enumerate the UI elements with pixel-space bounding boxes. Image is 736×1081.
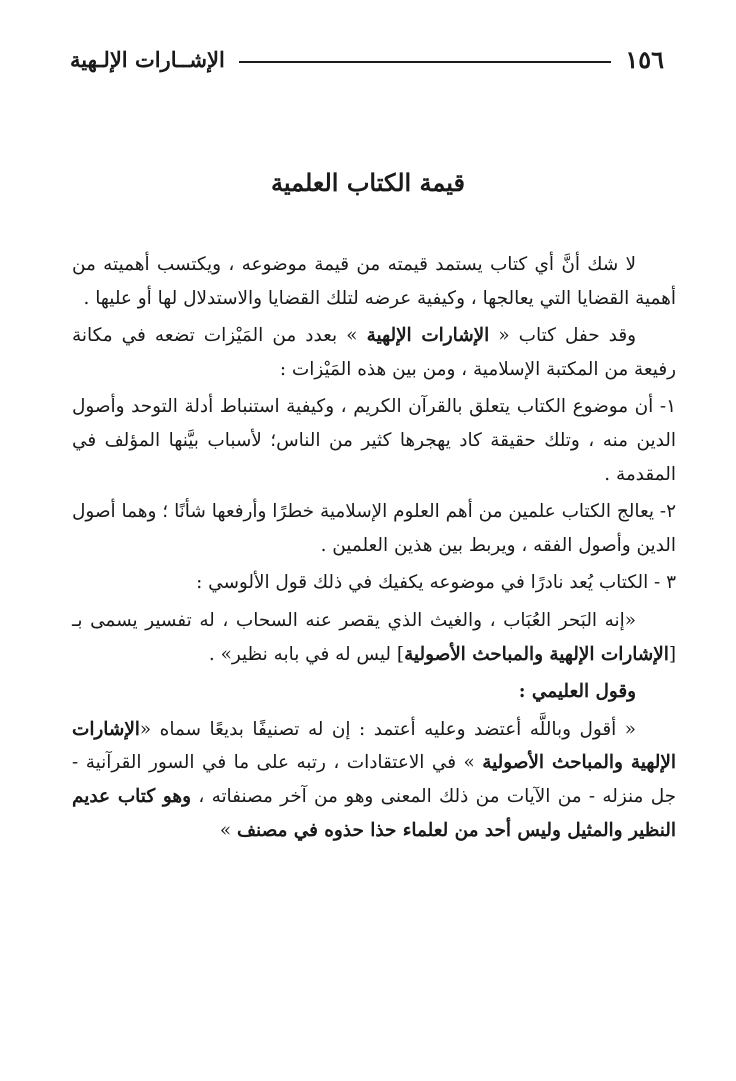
header-rule <box>239 61 612 63</box>
running-title: الإشــارات الإلـهية <box>70 46 225 72</box>
text-run: « أقول وباللَّه أعتضد وعليه أعتمد : إن له تصنيفًا بديعًا سماه « <box>139 718 636 740</box>
quotation <box>72 713 676 847</box>
quotation <box>72 604 676 671</box>
text-run: «إنه البَحر العُبَاب ، والغيث الذي يقصر عنه السحاب ، له تفسير يسمى بـ [ <box>72 609 676 665</box>
paragraph <box>72 319 676 386</box>
page-body <box>72 248 676 851</box>
book-title-bold: الإشارات الإلهية والمباحث الأصولية <box>404 643 669 665</box>
list-item: ١- أن موضوع الكتاب يتعلق بالقرآن الكريم ، وكيفية استنباط أدلة التوحد وأصول الدين منه ، وتلك حقيقة كاد يهجرها كثير من الناس؛ لأسباب بيَّنها المؤلف في المقدمة . <box>72 396 676 485</box>
text-run: » في الاعتقادات ، رتبه على ما في السور القرآنية - جل منزله - من الآيات من ذلك المعنى وهو من آخر مصنفاته ، <box>72 752 677 807</box>
text-run: » <box>219 819 237 841</box>
page-header <box>70 42 664 76</box>
quote-intro: وقول العليمي : <box>518 681 636 703</box>
list-item: ٣ - الكتاب يُعد نادرًا في موضوعه يكفيك في ذلك قول الألوسي : <box>196 572 676 594</box>
text-run: وقد حفل كتاب « <box>489 325 637 347</box>
emphasis-bold: وهو كتاب عديم النظير والمثيل وليس أحد من لعلماء حذا حذوه في مصنف <box>72 785 676 841</box>
paragraph: لا شك أنَّ أي كتاب يستمد قيمته من قيمة موضوعه ، ويكتسب أهميته من أهمية القضايا التي يعالجها ، وكيفية عرضه لتلك القضايا والاستدلال لها أو عليها . <box>72 254 676 309</box>
section-title: قيمة الكتاب العلمية <box>270 168 466 197</box>
book-title-bold: الإشارات الإلهية والمباحث الأصولية <box>72 718 676 774</box>
text-run: » بعدد من المَيْزات تضعه في مكانة رفيعة من المكتبة الإسلامية ، ومن بين هذه المَيْزات : <box>72 325 676 380</box>
text-run: ] ليس له في بابه نظير» . <box>208 643 405 665</box>
list-item: ٢- يعالج الكتاب علمين من أهم العلوم الإسلامية خطرًا وأرفعها شأنًا ؛ وهما أصول الدين وأصول الفقه ، ويربط بين هذين العلمين . <box>72 501 676 556</box>
page-number: ١٥٦ <box>625 44 664 74</box>
book-title-bold: الإشارات الإلهية <box>366 325 490 347</box>
